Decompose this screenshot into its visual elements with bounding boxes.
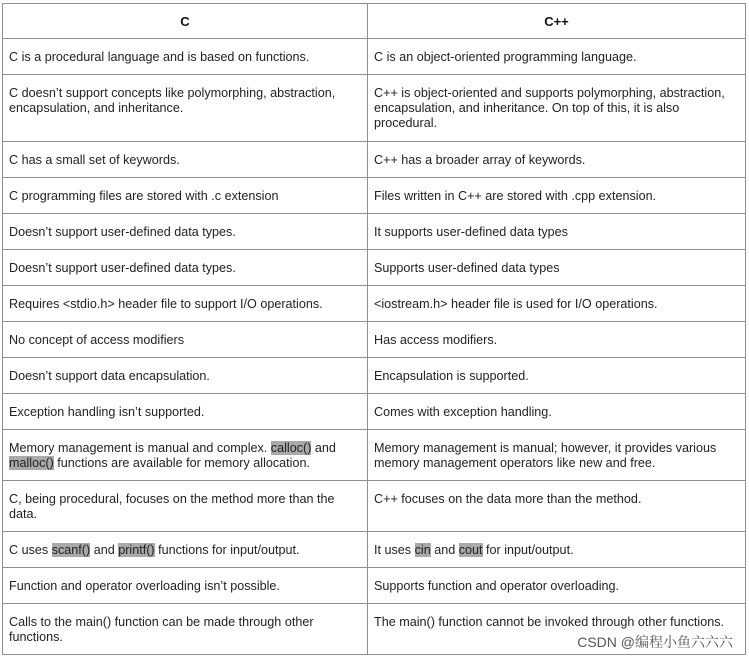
cell-c (3, 394, 368, 430)
table-row (3, 75, 746, 142)
cell-cpp (368, 394, 746, 430)
table-row (3, 430, 746, 481)
cell-text: Requires <stdio.h> header file to support I/O operations. (9, 297, 323, 311)
cell-cpp (368, 142, 746, 178)
table-row (3, 358, 746, 394)
cell-text: C programming files are stored with .c extension (9, 189, 279, 203)
table-row (3, 394, 746, 430)
cell-text: and (311, 441, 336, 455)
cell-text: functions for input/output. (154, 543, 300, 557)
cell-c (3, 286, 368, 322)
cell-text: Memory management is manual and complex. (9, 441, 271, 455)
cell-text: Comes with exception handling. (374, 405, 552, 419)
cell-text: Encapsulation is supported. (374, 369, 529, 383)
cell-text: C is a procedural language and is based on functions. (9, 50, 310, 64)
cell-cpp (368, 178, 746, 214)
cell-text: functions are available for memory allocation. (53, 456, 310, 470)
cell-text: Memory management is manual; however, it provides various memory management operators like new and free. (374, 441, 717, 470)
table-row (3, 142, 746, 178)
cell-text: Supports function and operator overloading. (374, 579, 620, 593)
cell-cpp (368, 214, 746, 250)
table-row (3, 39, 746, 75)
cell-text: <iostream.h> header file is used for I/O operations. (374, 297, 658, 311)
cell-text: C has a small set of keywords. (9, 153, 180, 167)
cell-text: It supports user-defined data types (374, 225, 568, 239)
header-row (3, 4, 746, 39)
cell-c (3, 358, 368, 394)
highlighted-code: scanf() (51, 543, 91, 557)
highlighted-code: cout (458, 543, 483, 557)
cell-cpp (368, 39, 746, 75)
header-cpp: C++ (368, 4, 746, 39)
cell-text: Exception handling isn’t supported. (9, 405, 205, 419)
cell-text: C is an object-oriented programming language. (374, 50, 637, 64)
cell-text: C, being procedural, focuses on the method more than the data. (9, 492, 335, 521)
cell-cpp (368, 250, 746, 286)
cell-text: for input/output. (482, 543, 574, 557)
cell-text: C++ has a broader array of keywords. (374, 153, 586, 167)
cell-text: Has access modifiers. (374, 333, 498, 347)
highlighted-code: printf() (118, 543, 155, 557)
highlighted-code: calloc() (270, 441, 312, 455)
cell-text: Doesn’t support data encapsulation. (9, 369, 210, 383)
cell-c (3, 178, 368, 214)
cell-cpp (368, 322, 746, 358)
highlighted-code: cin (414, 543, 431, 557)
cell-text: C++ is object-oriented and supports polymorphing, abstraction, encapsulation, and inheritance. On top of this, it is also procedural. (374, 86, 725, 130)
cell-text: Doesn’t support user-defined data types. (9, 261, 236, 275)
cell-cpp (368, 481, 746, 532)
cell-c (3, 75, 368, 142)
cell-text: The main() function cannot be invoked through other functions. (374, 615, 725, 629)
cell-text: C++ focuses on the data more than the method. (374, 492, 642, 506)
table-row (3, 178, 746, 214)
cell-cpp (368, 568, 746, 604)
cell-c (3, 430, 368, 481)
cell-text: Calls to the main() function can be made through other functions. (9, 615, 314, 644)
cell-c (3, 322, 368, 358)
cell-text: Files written in C++ are stored with .cpp extension. (374, 189, 657, 203)
table-row (3, 322, 746, 358)
cell-c (3, 604, 368, 655)
cell-text: No concept of access modifiers (9, 333, 184, 347)
cell-c (3, 532, 368, 568)
cell-c (3, 568, 368, 604)
cell-cpp (368, 286, 746, 322)
cell-text: Supports user-defined data types (374, 261, 560, 275)
cell-text: C doesn’t support concepts like polymorphing, abstraction, encapsulation, and inheritance. (9, 86, 336, 115)
table-row (3, 532, 746, 568)
table-row (3, 286, 746, 322)
watermark: CSDN @编程小鱼六六六 (577, 634, 733, 650)
comparison-table (2, 3, 746, 655)
cell-c (3, 481, 368, 532)
cell-cpp (368, 75, 746, 142)
highlighted-code: malloc() (9, 456, 54, 470)
cell-c (3, 142, 368, 178)
table-row (3, 250, 746, 286)
header-c: C (3, 4, 368, 39)
table-row (3, 481, 746, 532)
cell-text: Function and operator overloading isn’t possible. (9, 579, 280, 593)
cell-text: and (90, 543, 119, 557)
cell-cpp (368, 430, 746, 481)
table-row (3, 568, 746, 604)
cell-c (3, 39, 368, 75)
table-row (3, 214, 746, 250)
cell-cpp (368, 358, 746, 394)
cell-text: Doesn’t support user-defined data types. (9, 225, 236, 239)
cell-cpp (368, 532, 746, 568)
table-body (3, 39, 746, 655)
cell-text: and (430, 543, 459, 557)
cell-text: C uses (9, 543, 52, 557)
cell-c (3, 214, 368, 250)
cell-c (3, 250, 368, 286)
cell-text: It uses (374, 543, 415, 557)
